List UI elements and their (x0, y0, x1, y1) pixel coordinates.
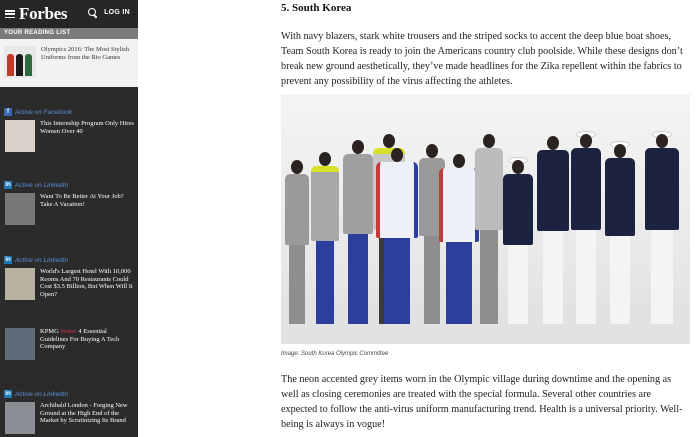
article-paragraph: The neon accented grey items worn in the Olympic village during downtime and the opening as well as closing ceremonies are treated with the special formula. Several other countries are expected to follow the anti-virus uniform manufacturing trend. Health is a universal priority. Well-being is always in vogue! (281, 374, 683, 430)
section-label: Active on LinkedIn (15, 256, 69, 264)
article-photo (281, 94, 690, 344)
olympics-thumbnail (4, 46, 36, 78)
section-label: Active on Facebook (15, 108, 73, 116)
reading-list-title[interactable]: Olympics 2016: The Most Stylish Uniforms from the Rio Games (41, 46, 129, 61)
image-caption: Image: South Korea Olympic Committee (281, 351, 389, 357)
menu-icon[interactable] (5, 10, 15, 18)
linkedin-icon: in (5, 182, 11, 188)
story-thumbnail (5, 268, 35, 300)
linkedin-icon: in (5, 391, 11, 397)
story-thumbnail (5, 193, 35, 225)
voice-kicker: Voice: (60, 328, 77, 335)
sponsor-name: KPMG (40, 328, 61, 335)
story-title[interactable]: This Internship Program Only Hires Women Over 40 (40, 120, 134, 135)
linkedin-icon: in (5, 257, 11, 263)
sidebar (0, 0, 138, 437)
reading-list-header: YOUR READING LIST (0, 28, 138, 39)
login-label[interactable]: LOG IN (104, 9, 130, 16)
article-heading: 5. South Korea (281, 2, 352, 14)
article-body (281, 0, 691, 437)
story-thumbnail (5, 328, 35, 360)
article-paragraph: With navy blazers, stark white trousers and the striped socks to accent the deep blue boat shoes, Team South Korea is ready to join the Americans country club poolside. While these designs don’t break new ground aesthetically, they’ve made headlines for the Zika repellent within the fabrics to prevent any possibility of the virus affecting the athletes. (281, 31, 683, 87)
section-label: Active on LinkedIn (15, 390, 69, 398)
section-label: Active on LinkedIn (15, 181, 69, 189)
facebook-icon: f (4, 108, 12, 116)
story-title[interactable] (40, 328, 134, 360)
reading-list-item[interactable] (0, 39, 138, 87)
story-title[interactable]: World's Largest Hotel With 10,000 Rooms And 70 Restaurants Could Cost $3.5 Billion, But When Will It Open? (40, 268, 133, 298)
forbes-logo[interactable]: Forbes (19, 4, 68, 23)
sidebar-story-5[interactable] (0, 388, 138, 434)
top-bar (0, 0, 138, 28)
sidebar-story-2[interactable] (0, 179, 138, 225)
sidebar-story-1[interactable] (0, 106, 138, 152)
story-title[interactable]: Archibald London - Forging New Ground at the High End of the Market by Scrutinizing Its Brand (40, 402, 128, 424)
sidebar-story-4[interactable] (0, 325, 138, 360)
story-thumbnail (5, 402, 35, 434)
login-button[interactable] (88, 8, 130, 17)
story-title-text[interactable]: 4 Essential Guidelines For Buying A Tech Company (40, 328, 120, 350)
search-icon[interactable] (88, 8, 97, 17)
sidebar-story-3[interactable] (0, 254, 138, 300)
story-title[interactable]: Want To Be Better At Your Job? Take A Vacation! (40, 193, 124, 208)
story-thumbnail (5, 120, 35, 152)
